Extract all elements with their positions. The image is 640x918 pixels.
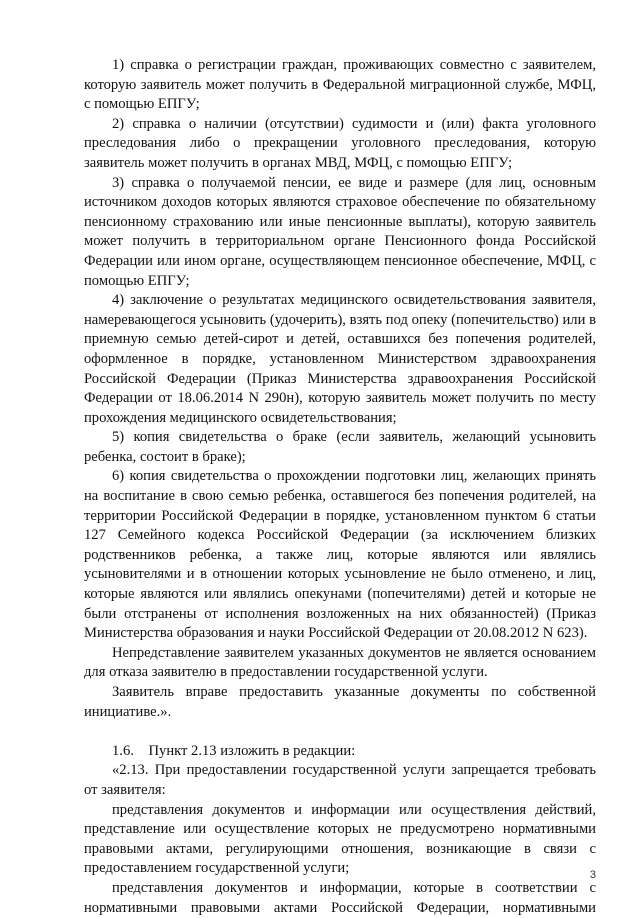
list-item-6: 6) копия свидетельства о прохождении подготовки лиц, желающих принять на воспитание в свою семью ребенка, оставшегося без попечения родителей, на территории Российской Федерации в порядке, установленном пунктом 6 статьи 127 Семейного кодекса Российской Федерации (за исключением близких родственников ребенка, а также лиц, которые являются или являлись усыновителями и в отношении которых усыновление не было отменено, и лиц, которые являются или являлись опекунами (попечителями) детей и которые не были отстранены от исполнения возложенных на них обязанностей) (Приказ Министерства образования и науки Российской Федерации от 20.08.2012 N 623). bbox=[84, 468, 596, 642]
list-item-4: 4) заключение о результатах медицинского освидетельствования заявителя, намеревающегося усыновить (удочерить), взять под опеку (попечительство) или в приемную семью детей-сирот и детей, оставшихся без попечения родителей, оформленное в порядке, установленном Министерством здравоохранения Российской Федерации (Приказ Министерства здравоохранения Российской Федерации от 18.06.2014 N 290н), которую заявитель может получить по месту прохождения медицинского освидетельствования; bbox=[84, 292, 596, 426]
note-own-initiative: Заявитель вправе предоставить указанные документы по собственной инициативе.». bbox=[84, 684, 596, 720]
list-item-1: 1) справка о регистрации граждан, проживающих совместно с заявителем, которую заявитель может получить в Федеральной миграционной службе, МФЦ, с помощью ЕПГУ; bbox=[84, 57, 596, 113]
list-item-3: 3) справка о получаемой пенсии, ее виде и размере (для лиц, основным источником доходов которых являются страховое обеспечение по обязательному пенсионному страхованию или иные пенсионные выплаты), которую заявитель может получить в территориальном органе Пенсионного фонда Российской Федерации или ином органе, осуществляющем пенсионное обеспечение, МФЦ, с помощью ЕПГУ; bbox=[84, 174, 596, 289]
note-non-submission: Непредставление заявителем указанных документов не является основанием для отказа заявителю в предоставлении государственной услуги. bbox=[84, 644, 596, 681]
list-item-2: 2) справка о наличии (отсутствии) судимости и (или) факта уголовного преследования либо о прекращении уголовного преследования, которую заявитель может получить в органах МВД, МФЦ, с помощью ЕПГУ; bbox=[84, 115, 596, 171]
paragraph-gap bbox=[84, 722, 596, 742]
section-heading: 1.6. Пункт 2.13 изложить в редакции: bbox=[112, 742, 356, 759]
page-number: 3 bbox=[589, 869, 596, 881]
clause-2-13: «2.13. При предоставлении государственной услуги запрещается требовать от заявителя: bbox=[84, 762, 596, 798]
list-item-5: 5) копия свидетельства о браке (если заявитель, желающий усыновить ребенка, состоит в браке); bbox=[84, 429, 596, 465]
clause-paragraph-b: представления документов и информации, которые в соответствии с нормативными правовыми актами Российской Федерации, нормативными bbox=[84, 879, 596, 916]
clause-paragraph-a: представления документов и информации или осуществления действий, представление или осуществление которых не предусмотрено нормативными правовыми актами, регулирующими отношения, возникающие в связи с предоставлением государственной услуги; bbox=[84, 801, 596, 877]
